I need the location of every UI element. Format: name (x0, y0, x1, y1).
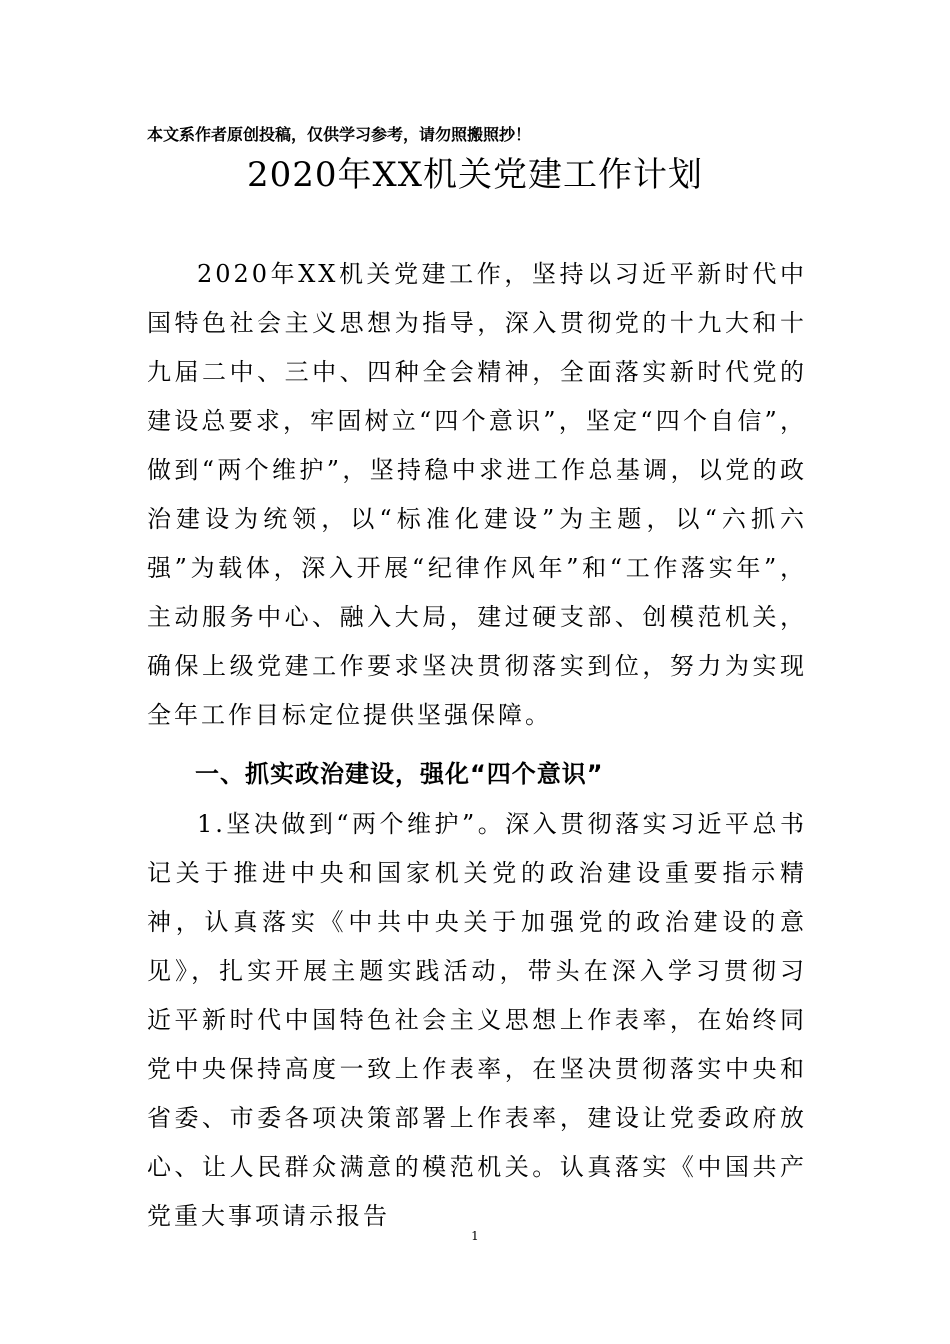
item-paragraph (147, 800, 807, 1241)
page-number: 1 (471, 1229, 479, 1243)
section-heading: 一、抓实政治建设，强化“四个意识” (195, 760, 604, 788)
intro-paragraph-text: 2020年XX机关党建工作，坚持以习近平新时代中国特色社会主义思想为指导，深入贯彻党的十九大和十九届二中、三中、四种全会精神，全面落实新时代党的建设总要求，牢固树立“四个意识”，坚定“四个自信”，做到“两个维护”，坚持稳中求进工作总基调，以党的政治建设为统领，以“标准化建设”为主题，以“六抓六强”为载体，深入开展“纪律作风年”和“工作落实年”，主动服务中心、融入大局，建过硬支部、创模范机关，确保上级党建工作要求坚决贯彻落实到位，努力为实现全年工作目标定位提供坚强保障。 (147, 260, 807, 729)
item-paragraph-text: 1.坚决做到“两个维护”。深入贯彻落实习近平总书记关于推进中央和国家机关党的政治建设重要指示精神，认真落实《中共中央关于加强党的政治建设的意见》，扎实开展主题实践活动，带头在深入学习贯彻习近平新时代中国特色社会主义思想上作表率，在始终同党中央保持高度一致上作表率，在坚决贯彻落实中央和省委、市委各项决策部署上作表率，建设让党委政府放心、让人民群众满意的模范机关。认真落实《中国共产党重大事项请示报告 (147, 810, 807, 1230)
copyright-notice: 本文系作者原创投稿，仅供学习参考，请勿照搬照抄！ (147, 125, 532, 144)
intro-paragraph (147, 250, 807, 740)
document-title: 2020年XX机关党建工作计划 (247, 155, 703, 195)
